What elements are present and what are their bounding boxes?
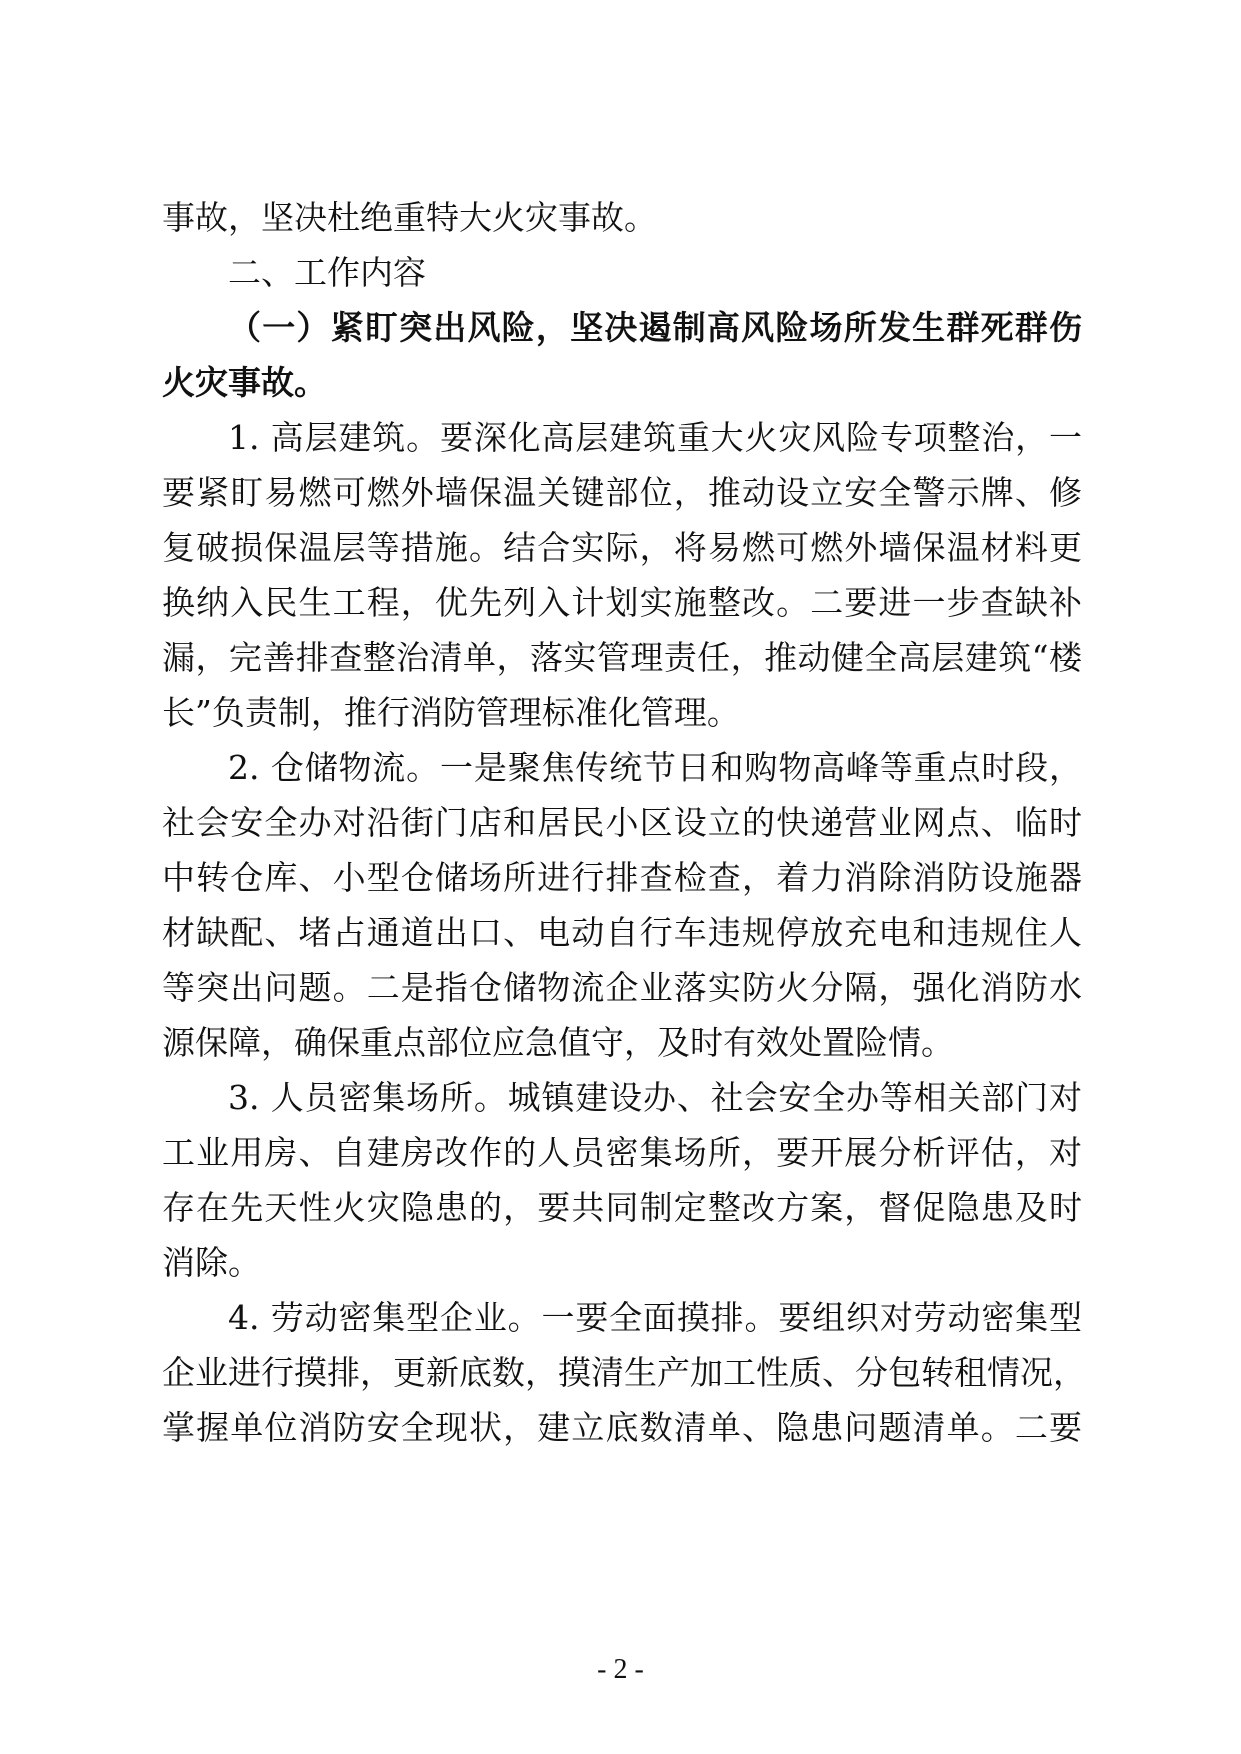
- paragraph-line: 要紧盯易燃可燃外墙保温关键部位，推动设立安全警示牌、修: [162, 473, 1082, 512]
- paragraph-line: 掌握单位消防安全现状，建立底数清单、隐患问题清单。二要: [162, 1408, 1082, 1447]
- paragraph-line: 长”负责制，推行消防管理标准化管理。: [162, 693, 740, 732]
- paragraph-line: 换纳入民生工程，优先列入计划实施整改。二要进一步查缺补: [162, 583, 1082, 622]
- paragraph-line: 1. 高层建筑。要深化高层建筑重大火灾风险专项整治，一: [228, 418, 1082, 457]
- section-heading: 二、工作内容: [228, 253, 426, 292]
- paragraph-line: 事故，坚决杜绝重特大火灾事故。: [162, 198, 657, 237]
- paragraph-line: 社会安全办对沿街门店和居民小区设立的快递营业网点、临时: [162, 803, 1082, 842]
- paragraph-line: 消除。: [162, 1243, 261, 1282]
- paragraph-line: 2. 仓储物流。一是聚焦传统节日和购物高峰等重点时段，: [228, 748, 1082, 787]
- paragraph-line: 企业进行摸排，更新底数，摸清生产加工性质、分包转租情况，: [162, 1353, 1086, 1392]
- paragraph-line: 中转仓库、小型仓储场所进行排查检查，着力消除消防设施器: [162, 858, 1082, 897]
- paragraph-line: 4. 劳动密集型企业。一要全面摸排。要组织对劳动密集型: [228, 1298, 1082, 1337]
- paragraph-line: 材缺配、堵占通道出口、电动自行车违规停放充电和违规住人: [162, 913, 1082, 952]
- paragraph-line: 工业用房、自建房改作的人员密集场所，要开展分析评估，对: [162, 1133, 1082, 1172]
- paragraph-line: 3. 人员密集场所。城镇建设办、社会安全办等相关部门对: [228, 1078, 1082, 1117]
- paragraph-line: 等突出问题。二是指仓储物流企业落实防火分隔，强化消防水: [162, 968, 1082, 1007]
- subsection-heading-line: 火灾事故。: [162, 363, 327, 402]
- paragraph-line: 源保障，确保重点部位应急值守，及时有效处置险情。: [162, 1023, 954, 1062]
- paragraph-line: 漏，完善排查整治清单，落实管理责任，推动健全高层建筑“楼: [162, 638, 1082, 677]
- subsection-heading-line: （一）紧盯突出风险，坚决遏制高风险场所发生群死群伤: [228, 308, 1082, 347]
- page-number: - 2 -: [597, 1654, 644, 1685]
- paragraph-line: 复破损保温层等措施。结合实际，将易燃可燃外墙保温材料更: [162, 528, 1082, 567]
- paragraph-line: 存在先天性火灾隐患的，要共同制定整改方案，督促隐患及时: [162, 1188, 1082, 1227]
